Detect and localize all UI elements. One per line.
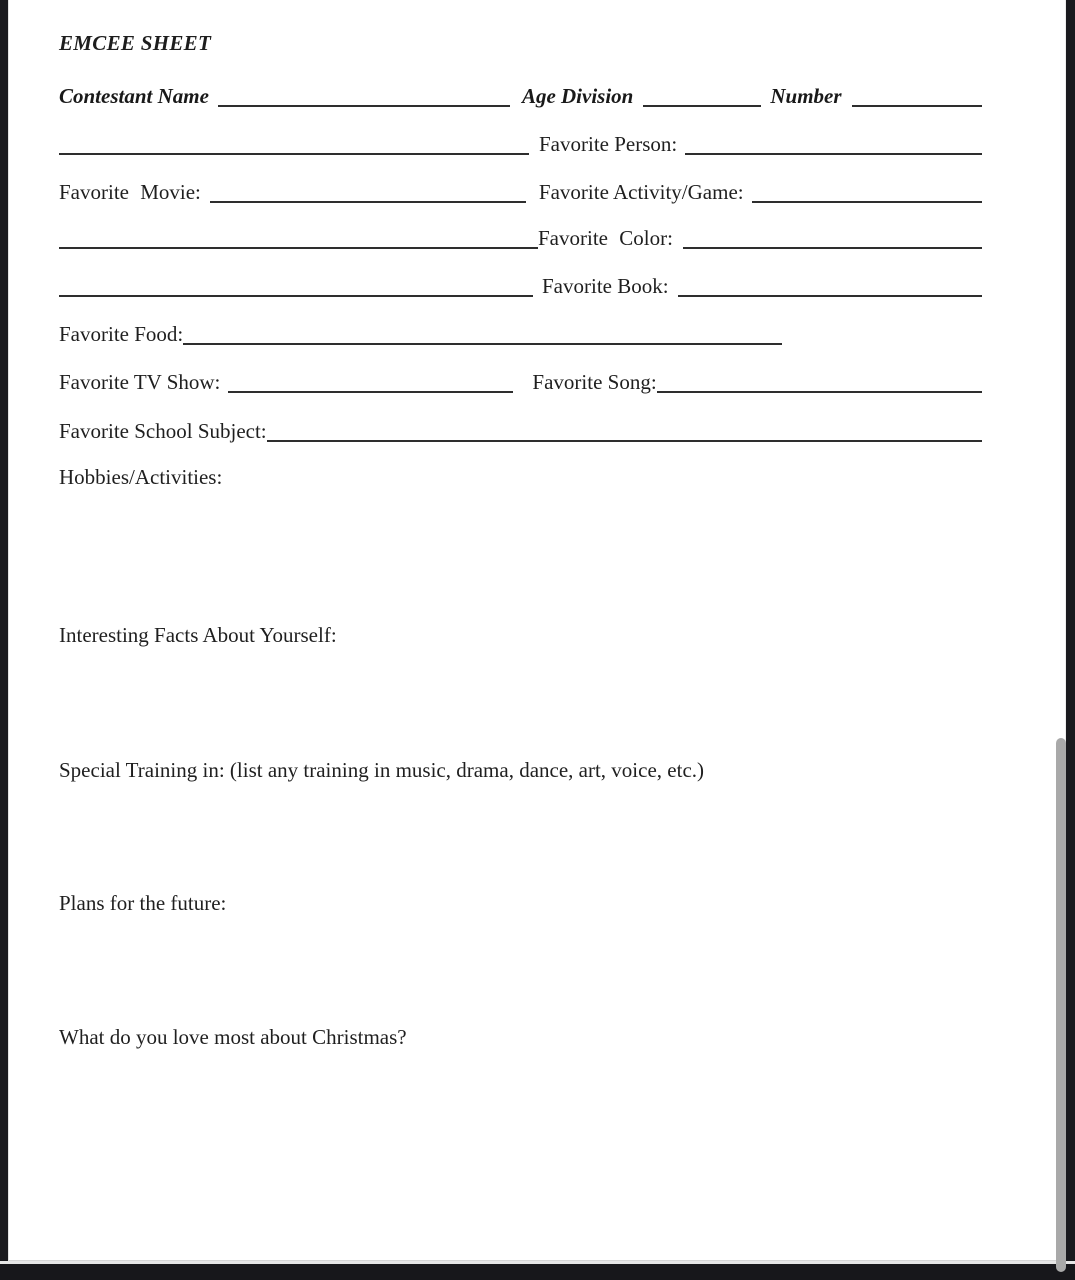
- favorite-activity-game-label: Favorite Activity/Game:: [538, 180, 744, 204]
- favorite-school-subject-row: [59, 418, 982, 444]
- favorite-movie-blank: [210, 201, 526, 203]
- favorite-person-label: Favorite Person:: [539, 132, 678, 156]
- favorite-song-label: Favorite Song:: [532, 370, 657, 394]
- age-division-blank: [643, 105, 761, 107]
- favorite-school-subject-blank: [267, 440, 982, 442]
- interesting-facts-label: Interesting Facts About Yourself:: [59, 623, 337, 647]
- document-page: [8, 0, 1066, 1262]
- favorite-food-blank: [183, 343, 782, 345]
- favorite-tv-row: [59, 369, 982, 395]
- plans-future-label: Plans for the future:: [59, 891, 227, 915]
- favorite-movie-label: Favorite Movie:: [59, 180, 201, 204]
- favorite-tv-show-label: Favorite TV Show:: [59, 370, 221, 394]
- favorite-food-label: Favorite Food:: [59, 322, 184, 346]
- christmas-question-label: What do you love most about Christmas?: [59, 1025, 407, 1049]
- favorite-book-row: [59, 273, 982, 299]
- favorite-color-label: Favorite Color:: [538, 226, 673, 250]
- favorite-food-row: [59, 321, 982, 347]
- continuation-blank: [59, 295, 533, 297]
- header-row: [59, 83, 982, 109]
- favorite-color-row: [59, 225, 982, 251]
- scrollbar-thumb[interactable]: [1056, 738, 1066, 1272]
- movie-continuation-blank: [59, 247, 538, 249]
- favorite-person-row: [59, 131, 982, 157]
- hobbies-activities-label: Hobbies/Activities:: [59, 465, 223, 489]
- favorite-activity-game-blank: [752, 201, 982, 203]
- contestant-name-label: Contestant Name: [59, 84, 209, 108]
- favorite-school-subject-label: Favorite School Subject:: [59, 419, 267, 443]
- number-label: Number: [770, 84, 842, 108]
- age-division-label: Age Division: [521, 84, 634, 108]
- special-training-label: Special Training in: (list any training in music, drama, dance, art, voice, etc.): [59, 758, 705, 782]
- favorite-book-blank: [678, 295, 982, 297]
- favorite-movie-row: [59, 179, 982, 205]
- favorite-person-blank: [685, 153, 982, 155]
- name-continuation-blank: [59, 153, 529, 155]
- page-title: EMCEE SHEET: [59, 31, 212, 55]
- favorite-color-blank: [683, 247, 982, 249]
- viewer-bottom-bar: [0, 1261, 1075, 1280]
- number-blank: [852, 105, 982, 107]
- favorite-song-blank: [657, 391, 982, 393]
- contestant-name-blank: [218, 105, 510, 107]
- favorite-book-label: Favorite Book:: [542, 274, 669, 298]
- favorite-tv-show-blank: [228, 391, 513, 393]
